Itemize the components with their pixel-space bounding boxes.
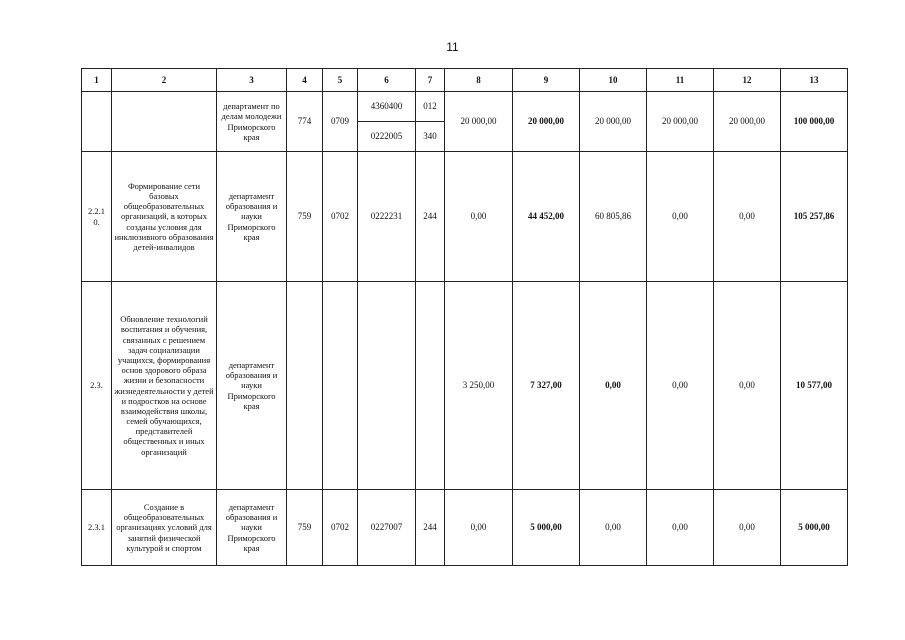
department-cell: департамент образования и науки Приморского края xyxy=(217,152,287,282)
cell-col13: 105 257,86 xyxy=(781,152,848,282)
row-name-cell xyxy=(112,92,217,152)
column-header: 13 xyxy=(781,69,848,92)
cell-col9: 5 000,00 xyxy=(513,490,580,566)
column-header: 10 xyxy=(580,69,647,92)
cell-col9: 20 000,00 xyxy=(513,92,580,152)
cell-col10: 60 805,86 xyxy=(580,152,647,282)
row-index-cell: 2.3.1 xyxy=(82,490,112,566)
cell-col6-a: 4360400 xyxy=(358,92,416,122)
cell-col5: 0709 xyxy=(323,92,358,152)
table-row xyxy=(82,282,848,490)
cell-col7 xyxy=(416,282,445,490)
cell-col12: 0,00 xyxy=(714,152,781,282)
row-name-cell: Обновление технологий воспитания и обучения, связанных с решением задач социализации учащихся, формирования основ здорового образа жизни и безопасности жизнедеятельности у детей и подростков на основе взаимодействия школы, семей обучающихся, представителей общественных и иных организаций xyxy=(112,282,217,490)
cell-col11: 20 000,00 xyxy=(647,92,714,152)
row-index-cell xyxy=(82,92,112,152)
row-index-cell: 2.3. xyxy=(82,282,112,490)
cell-col12: 20 000,00 xyxy=(714,92,781,152)
cell-col5: 0702 xyxy=(323,152,358,282)
row-index-cell: 2.2.1 0. xyxy=(82,152,112,282)
cell-col13: 5 000,00 xyxy=(781,490,848,566)
table-row xyxy=(82,92,848,122)
row-name-cell: Создание в общеобразовательных организациях условий для занятий физической культурой и спортом xyxy=(112,490,217,566)
cell-col9: 44 452,00 xyxy=(513,152,580,282)
cell-col13: 100 000,00 xyxy=(781,92,848,152)
cell-col12: 0,00 xyxy=(714,282,781,490)
budget-table xyxy=(81,68,848,566)
cell-col7: 244 xyxy=(416,490,445,566)
cell-col12: 0,00 xyxy=(714,490,781,566)
header-row xyxy=(82,69,848,92)
cell-col4: 759 xyxy=(287,152,323,282)
table-row xyxy=(82,490,848,566)
page-number: 11 xyxy=(446,40,459,54)
cell-col11: 0,00 xyxy=(647,490,714,566)
cell-col5 xyxy=(323,282,358,490)
cell-col8: 20 000,00 xyxy=(445,92,513,152)
cell-col7: 244 xyxy=(416,152,445,282)
row-name-cell: Формирование сети базовых общеобразовательных организаций, в которых созданы условия для инклюзивного образования детей-инвалидов xyxy=(112,152,217,282)
column-header: 6 xyxy=(358,69,416,92)
cell-col6: 0222231 xyxy=(358,152,416,282)
column-header: 7 xyxy=(416,69,445,92)
cell-col8: 0,00 xyxy=(445,152,513,282)
cell-col6: 0227007 xyxy=(358,490,416,566)
column-header: 8 xyxy=(445,69,513,92)
cell-col4 xyxy=(287,282,323,490)
column-header: 9 xyxy=(513,69,580,92)
column-header: 4 xyxy=(287,69,323,92)
department-cell: департамент по делам молодежи Приморского края xyxy=(217,92,287,152)
cell-col10: 20 000,00 xyxy=(580,92,647,152)
column-header: 1 xyxy=(82,69,112,92)
column-header: 5 xyxy=(323,69,358,92)
cell-col8: 3 250,00 xyxy=(445,282,513,490)
cell-col4: 774 xyxy=(287,92,323,152)
cell-col11: 0,00 xyxy=(647,152,714,282)
cell-col10: 0,00 xyxy=(580,490,647,566)
column-header: 2 xyxy=(112,69,217,92)
column-header: 12 xyxy=(714,69,781,92)
cell-col6-b: 0222005 xyxy=(358,122,416,152)
cell-col7-a: 012 xyxy=(416,92,445,122)
cell-col6 xyxy=(358,282,416,490)
department-cell: департамент образования и науки Приморского края xyxy=(217,282,287,490)
cell-col4: 759 xyxy=(287,490,323,566)
cell-col7-b: 340 xyxy=(416,122,445,152)
cell-col9: 7 327,00 xyxy=(513,282,580,490)
column-header: 11 xyxy=(647,69,714,92)
column-header: 3 xyxy=(217,69,287,92)
cell-col8: 0,00 xyxy=(445,490,513,566)
department-cell: департамент образования и науки Приморского края xyxy=(217,490,287,566)
table-row xyxy=(82,152,848,282)
cell-col5: 0702 xyxy=(323,490,358,566)
cell-col11: 0,00 xyxy=(647,282,714,490)
cell-col10: 0,00 xyxy=(580,282,647,490)
cell-col13: 10 577,00 xyxy=(781,282,848,490)
